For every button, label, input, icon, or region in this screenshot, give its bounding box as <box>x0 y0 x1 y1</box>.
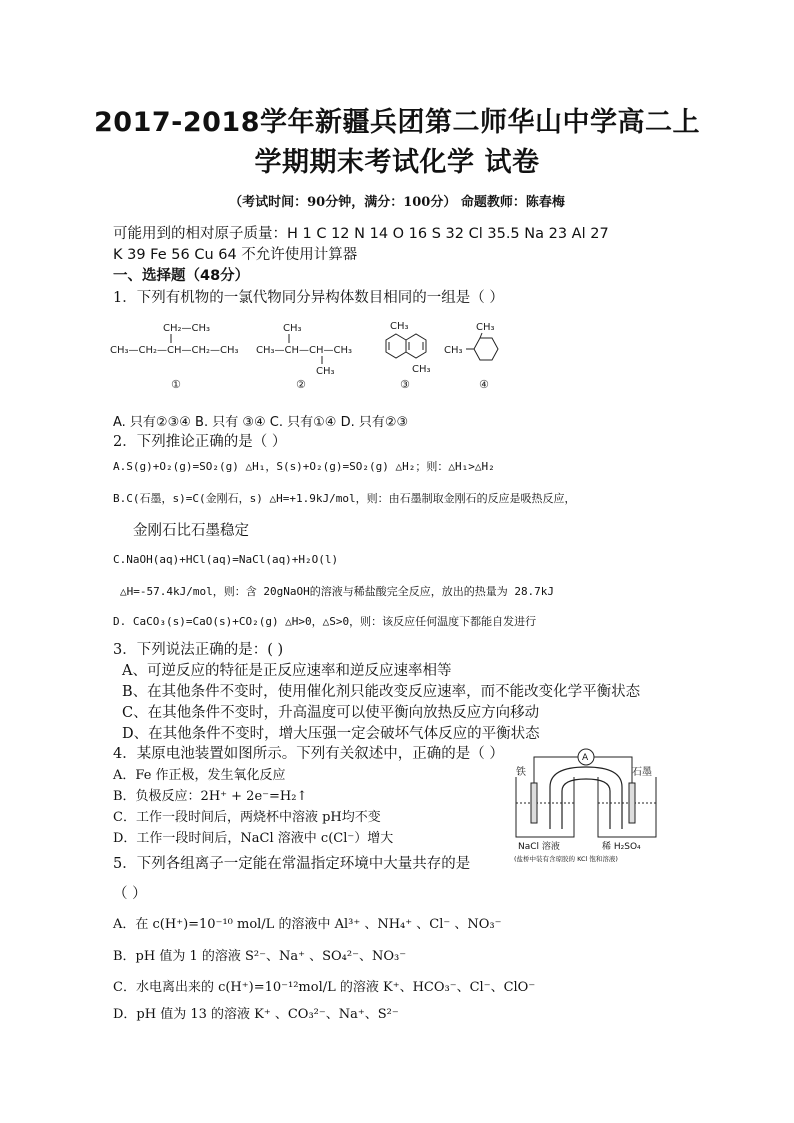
right-solution-label: 稀 H₂SO₄ <box>602 842 641 852</box>
structure-label-2: ② <box>296 378 306 391</box>
q2-option-d: D. CaCO₃(s)=CaO(s)+CO₂(g) △H>0，△S>0，则：该反应任何温度下都能自发进行 <box>113 615 537 628</box>
salt-bridge-inner <box>562 779 610 829</box>
structure-label-1: ① <box>171 378 181 391</box>
q1-structures-figure <box>108 318 508 398</box>
atomic-masses-line1: 可能用到的相对原子质量：H 1 C 12 N 14 O 16 S 32 Cl 35.5 Na 23 Al 27 <box>113 226 609 242</box>
exam-subtitle: （考试时间：90分钟，满分：100分） 命题教师：陈春梅 <box>229 195 565 210</box>
structure-label-4: ④ <box>479 378 489 391</box>
left-solution-label: NaCl 溶液 <box>518 842 560 852</box>
q2-option-a: A.S(g)+O₂(g)=SO₂(g) △H₁，S(s)+O₂(g)=SO₂(g) △H₂；则：△H₁>△H₂ <box>113 460 495 473</box>
graphite-electrode <box>629 783 635 823</box>
left-wire <box>534 757 578 783</box>
s3-top-text: CH₃ <box>390 321 409 332</box>
s3-bottom-text: CH₃ <box>412 364 431 375</box>
q3-stem: 3．下列说法正确的是：( ) <box>113 642 284 658</box>
left-beaker <box>516 777 574 837</box>
s1-top-text: CH₂—CH₃ <box>163 323 211 334</box>
s1-main-text: CH₃—CH₂—CH—CH₂—CH₃ <box>110 345 239 356</box>
q5-stem: 5．下列各组离子一定能在常温指定环境中大量共存的是 <box>113 856 471 872</box>
q2-option-c-line2: △H=-57.4kJ/mol，则：含 20gNaOH的溶液与稀盐酸完全反应，放出的热量为 28.7kJ <box>120 585 555 598</box>
q5-option-b: B．pH 值为 1 的溶液 S²⁻、Na⁺ 、SO₄²⁻、NO₃⁻ <box>113 949 407 964</box>
naphthalene-ring <box>386 334 426 358</box>
exam-title-line1: 2017-2018学年新疆兵团第二师华山中学高二上 <box>94 107 700 138</box>
q5-option-d: D．pH 值为 13 的溶液 K⁺ 、CO₃²⁻、Na⁺、S²⁻ <box>113 1007 399 1022</box>
cyclohexane-ring <box>466 333 498 360</box>
structure-label-3: ③ <box>400 378 410 391</box>
galvanic-cell-figure <box>510 745 670 867</box>
q5-paren: （ ） <box>113 886 147 902</box>
q2-option-b-line2: 金刚石比石墨稳定 <box>133 523 249 539</box>
q3-option-d: D、在其他条件不变时，增大压强一定会破坏气体反应的平衡状态 <box>122 726 540 742</box>
salt-bridge-caption: (盐桥中装有含琼胶的 KCl 饱和溶液) <box>514 855 618 863</box>
q3-option-c: C、在其他条件不变时，升高温度可以使平衡向放热反应方向移动 <box>122 705 540 721</box>
exam-title-line2: 学期期末考试化学 试卷 <box>254 147 540 178</box>
q1-stem: 1．下列有机物的一氯代物同分异构体数目相同的一组是（ ） <box>113 290 504 306</box>
right-beaker <box>598 777 656 837</box>
right-wire <box>594 757 632 783</box>
q4-option-c: C．工作一段时间后，两烧杯中溶液 pH均不变 <box>113 810 381 825</box>
s4-left-text: CH₃ <box>444 345 463 356</box>
q5-option-a: A．在 c(H⁺)=10⁻¹⁰ mol/L 的溶液中 Al³⁺ 、NH₄⁺ 、Cl⁻ 、NO₃⁻ <box>113 917 502 932</box>
s2-bottom-text: CH₃ <box>316 366 335 377</box>
q1-options: A. 只有②③④ B. 只有 ③④ C. 只有①④ D. 只有②③ <box>113 415 409 430</box>
left-electrode-label: 铁 <box>516 767 526 778</box>
right-electrode-label: 石墨 <box>632 767 652 778</box>
q4-stem: 4．某原电池装置如图所示。下列有关叙述中，正确的是（ ） <box>113 746 504 762</box>
q3-option-b: B、在其他条件不变时，使用催化剂只能改变反应速率，而不能改变化学平衡状态 <box>122 684 641 700</box>
q4-option-a: A．Fe 作正极，发生氧化反应 <box>113 768 286 783</box>
ammeter-label: A <box>582 753 589 763</box>
section1-heading: 一、选择题（48分） <box>113 268 250 284</box>
q2-stem: 2．下列推论正确的是（ ） <box>113 434 287 450</box>
q2-option-c-line1: C.NaOH(aq)+HCl(aq)=NaCl(aq)+H₂O(l) <box>113 553 339 566</box>
s2-main-text: CH₃—CH—CH—CH₃ <box>256 345 353 356</box>
s2-top-text: CH₃ <box>283 323 302 334</box>
salt-bridge-outer <box>550 767 622 829</box>
q3-option-a: A、可逆反应的特征是正反应速率和逆反应速率相等 <box>122 663 452 679</box>
iron-electrode <box>531 783 537 823</box>
atomic-masses-line2: K 39 Fe 56 Cu 64 不允许使用计算器 <box>113 247 358 263</box>
q5-option-c: C．水电离出来的 c(H⁺)=10⁻¹²mol/L 的溶液 K⁺、HCO₃⁻、Cl⁻、ClO⁻ <box>113 980 536 995</box>
q4-option-d: D．工作一段时间后，NaCl 溶液中 c(Cl⁻）增大 <box>113 831 394 846</box>
q4-option-b: B．负极反应：2H⁺ + 2e⁻=H₂↑ <box>113 789 308 804</box>
q2-option-b-line1: B.C(石墨，s)=C(金刚石，s) △H=+1.9kJ/mol，则：由石墨制取金刚石的反应是吸热反应， <box>113 492 576 505</box>
s4-top-text: CH₃ <box>476 322 495 333</box>
